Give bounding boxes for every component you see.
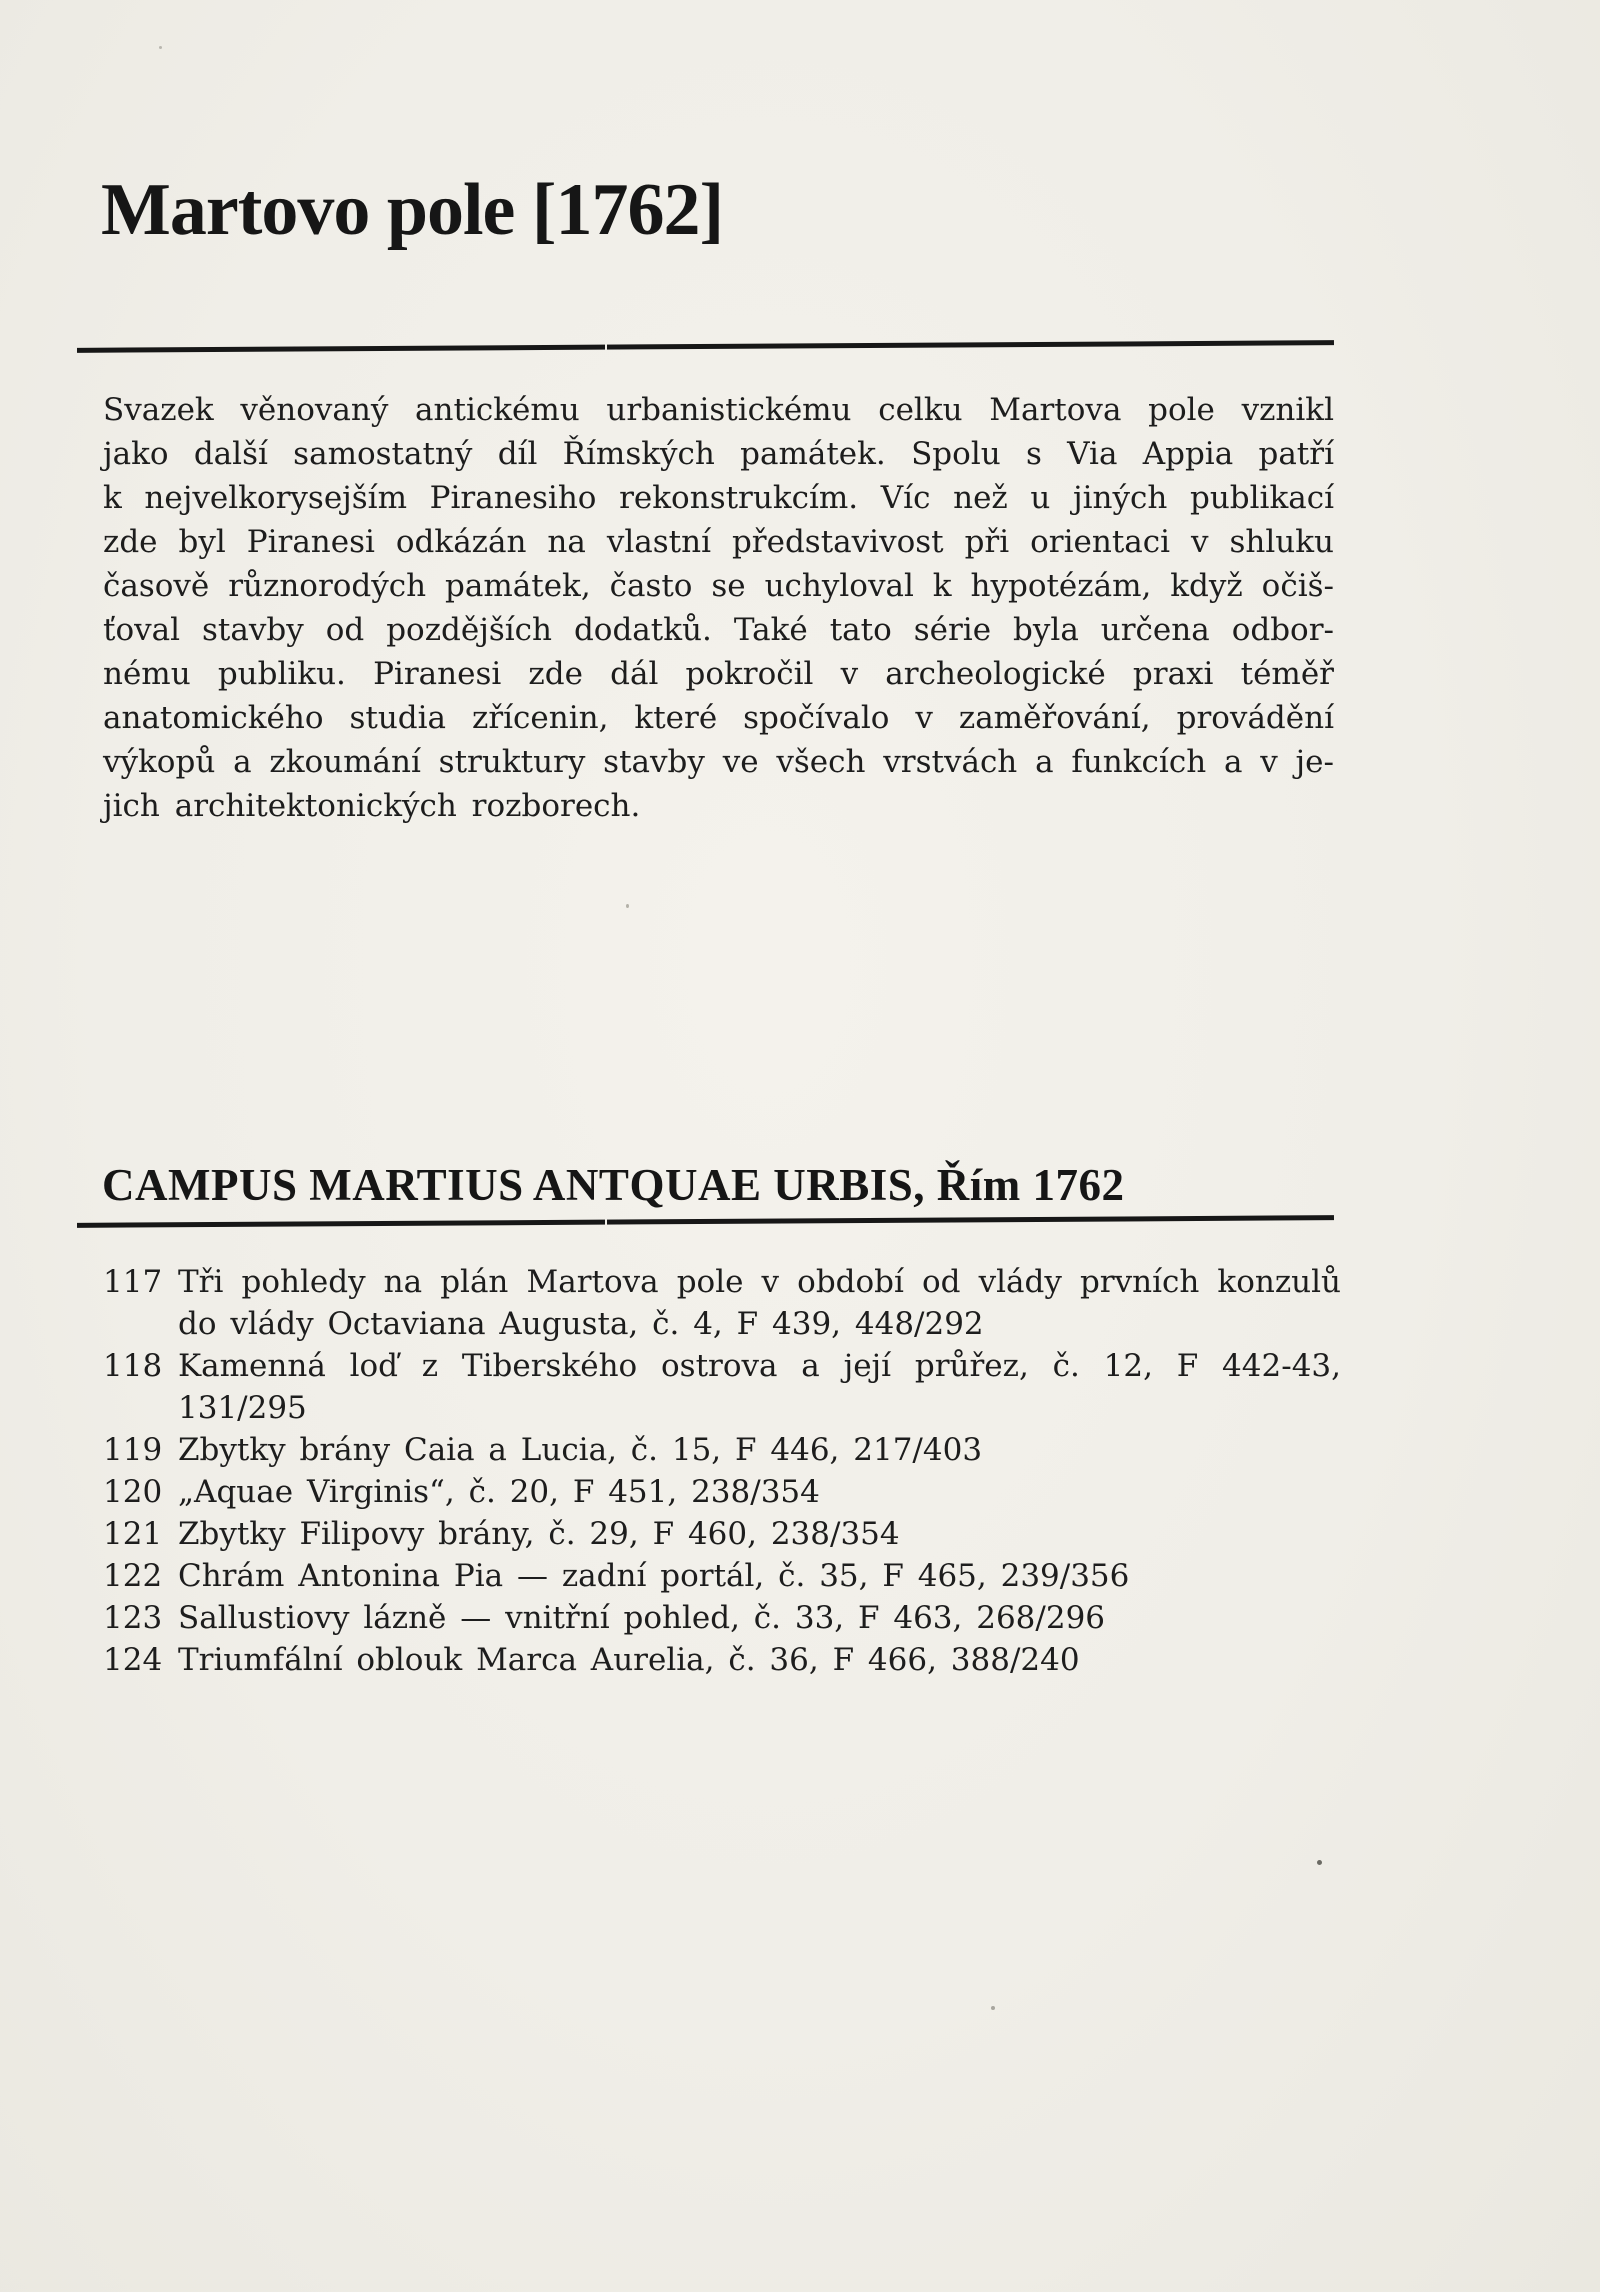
divider-rule-bottom [77, 1215, 1334, 1228]
catalog-item [103, 1597, 1341, 1639]
catalog-item [103, 1471, 1341, 1513]
catalog-item-line: Kamenná loď z Tiberského ostrova a její průřez, č. 12, F 442-43, [178, 1348, 1341, 1384]
catalog-item [103, 1261, 1341, 1345]
section-heading: CAMPUS MARTIUS ANTQUAE URBIS, Řím 1762 [102, 1160, 1125, 1211]
catalog-item-number: 117 [103, 1264, 163, 1300]
paragraph-line: zde byl Piranesi odkázán na vlastní představivost při orientaci v shluku [103, 524, 1334, 560]
page-title: Martovo pole [1762] [101, 168, 724, 251]
paragraph-line: Svazek věnovaný antickému urbanistickému celku Martova pole vznikl [103, 392, 1334, 428]
paper-speck [626, 904, 629, 908]
catalog-item-line: 131/295 [178, 1390, 307, 1426]
catalog-item-line: Triumfální oblouk Marca Aurelia, č. 36, F 466, 388/240 [178, 1642, 1080, 1678]
catalog-item-line: Chrám Antonina Pia — zadní portál, č. 35, F 465, 239/356 [178, 1558, 1130, 1594]
catalog-item-number: 120 [103, 1474, 163, 1510]
catalog-item-number: 118 [103, 1348, 163, 1384]
catalog-item-line: Tři pohledy na plán Martova pole v období od vlády prvních konzulů [178, 1264, 1341, 1300]
catalog-item-line: Zbytky Filipovy brány, č. 29, F 460, 238/354 [178, 1516, 900, 1552]
paper-speck [991, 2006, 995, 2010]
catalog-item-number: 123 [103, 1600, 163, 1636]
paragraph-line: časově různorodých památek, často se uchyloval k hypotézám, když očiš- [103, 568, 1334, 604]
catalog-list [103, 1261, 1341, 1681]
catalog-item-line: „Aquae Virginis“, č. 20, F 451, 238/354 [178, 1474, 820, 1510]
paper-speck [159, 46, 162, 49]
paragraph-line: k nejvelkorysejším Piranesiho rekonstrukcím. Víc než u jiných publikací [103, 480, 1334, 516]
catalog-item-number: 124 [103, 1642, 163, 1678]
catalog-item-number: 119 [103, 1432, 163, 1468]
catalog-item-line: Sallustiovy lázně — vnitřní pohled, č. 33, F 463, 268/296 [178, 1600, 1106, 1636]
catalog-item [103, 1555, 1341, 1597]
catalog-item-number: 122 [103, 1558, 163, 1594]
intro-paragraph [103, 388, 1334, 828]
catalog-item [103, 1639, 1341, 1681]
paper-speck [1317, 1860, 1322, 1865]
catalog-item [103, 1429, 1341, 1471]
paragraph-line: anatomického studia zřícenin, které spočívalo v zaměřování, provádění [103, 700, 1334, 736]
paragraph-line: nému publiku. Piranesi zde dál pokročil v archeologické praxi téměř [103, 656, 1334, 692]
paragraph-line: jich architektonických rozborech. [103, 788, 641, 824]
catalog-item-line: Zbytky brány Caia a Lucia, č. 15, F 446, 217/403 [178, 1432, 983, 1468]
catalog-item [103, 1513, 1341, 1555]
catalog-item-number: 121 [103, 1516, 163, 1552]
paragraph-line: ťoval stavby od pozdějších dodatků. Také tato série byla určena odbor- [103, 612, 1334, 648]
paragraph-line: jako další samostatný díl Římských památek. Spolu s Via Appia patří [103, 436, 1334, 472]
divider-rule-top [77, 340, 1334, 353]
catalog-item [103, 1345, 1341, 1429]
paragraph-line: výkopů a zkoumání struktury stavby ve všech vrstvách a funkcích a v je- [103, 744, 1334, 780]
catalog-item-line: do vlády Octaviana Augusta, č. 4, F 439, 448/292 [178, 1306, 984, 1342]
